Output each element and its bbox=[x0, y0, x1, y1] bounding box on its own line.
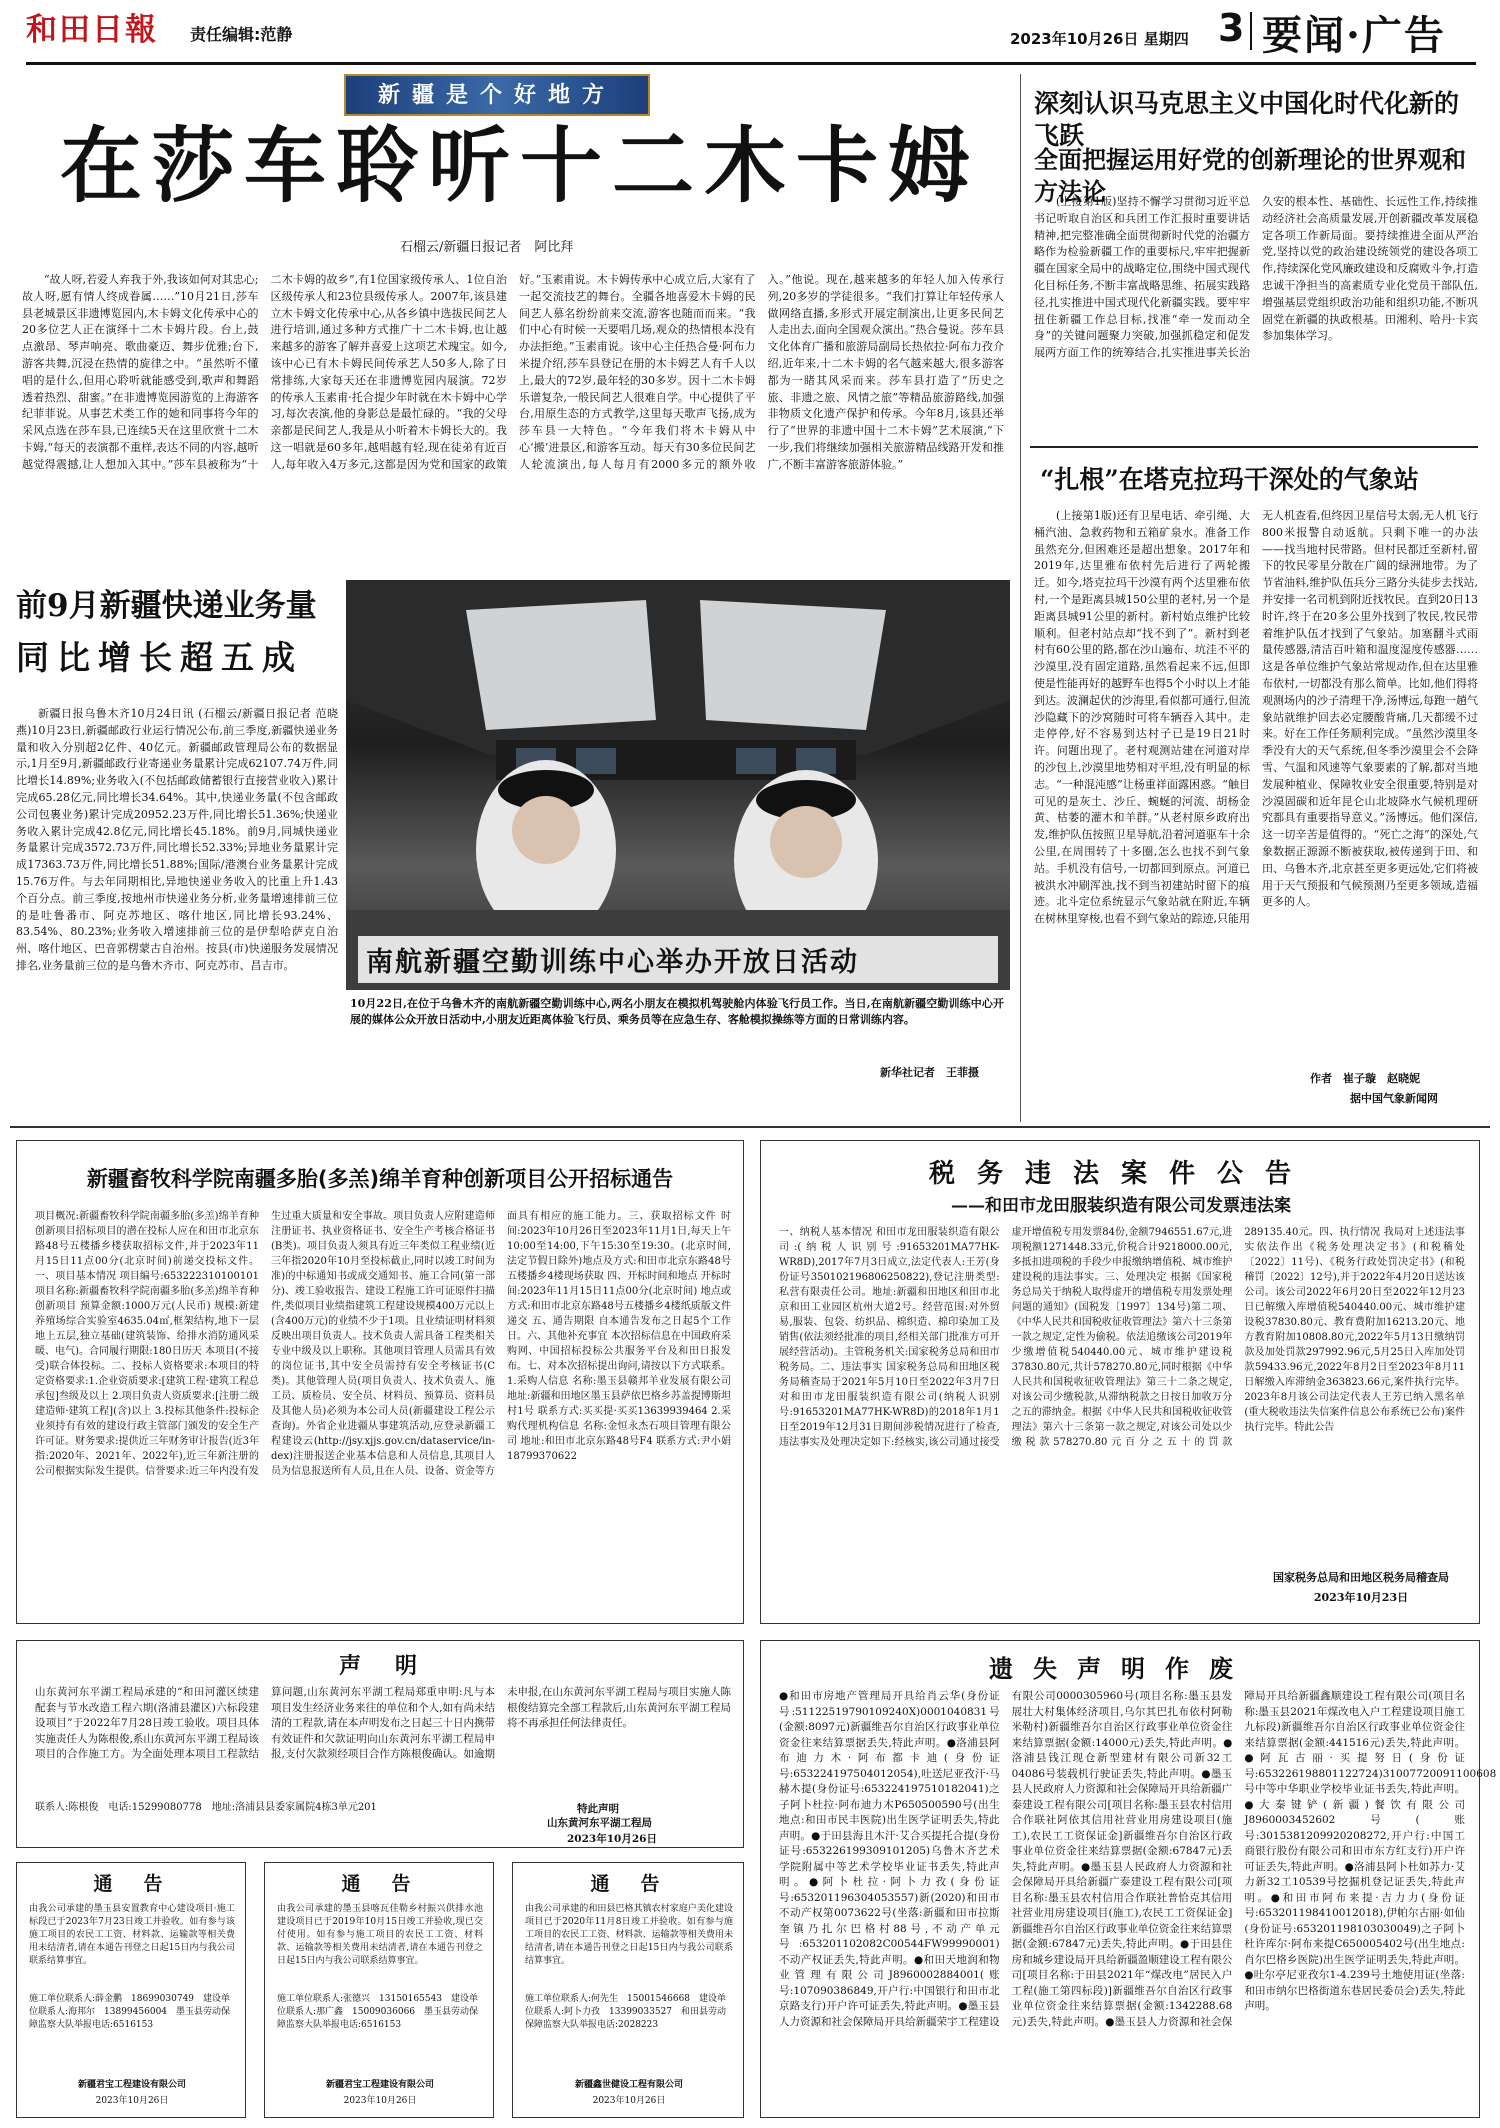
left-headline-line2: 同比增长超五成 bbox=[16, 638, 303, 677]
section-rule-right bbox=[1030, 446, 1478, 448]
cockpit-illustration bbox=[346, 580, 1010, 990]
statement-closing: 特此声明 bbox=[577, 1803, 619, 1815]
masthead-rule bbox=[26, 62, 1476, 65]
column-divider bbox=[1020, 74, 1021, 1122]
tax-subtitle: ——和田市龙田服装织造有限公司发票违法案 bbox=[951, 1196, 1291, 1216]
statement-date: 2023年10月26日 bbox=[567, 1833, 657, 1845]
editor-label: 责任编辑:范静 bbox=[190, 25, 293, 44]
notice-3-signature: 新疆鑫世健设工程有限公司 bbox=[574, 2080, 683, 2090]
notice-2-contacts: 施工单位联系人:张德兴 13150165543 建设单位联系人:那广鑫 15009036066 墨玉县劳动保障监察大队举报电话:6516153 bbox=[277, 1994, 479, 2030]
left-article-body: 新疆日报乌鲁木齐10月24日讯 (石榴云/新疆日报记者 范晓燕)10月23日,新疆邮政行业运行情况公布,前三季度,新疆快递业务量和收入分别超2亿件、40亿元。新疆邮政管理局公布的数据显示,1月至9月,新疆邮政行业寄递业务量累计完成62107.74万件,同比增长14.89%;业务收入(不包括邮政储蓄银行直接营业收入)累计完成65.28亿元,同比增长34.64%。其中,快递业务量(不包含邮政公司包裹业务)累计完成20952.23万件,同比增长51.36%;快递业务收入累计完成42.8亿元,同比增长45.18%。前9月,同城快递业务量累计完成3572.73万件,同比增长52.33%;异地业务量累计完成17363.73万件,同比增长51.88%;国际/港澳台业务量累计完成15.76万件。与去年同期相比,异地快递业务收入的比重上升1.43个百分点。前三季度,按地州市快递业务分析,业务量增速排前三位的是吐鲁番市、阿克苏地区、喀什地区,同比增长93.24%、83.54%、80.23%;业务收入增速排前三位的是伊犁哈萨克自治州、喀什地区、巴音郭楞蒙古自治州。按县(市)快递服务发展情况排名,业务量前三位的是乌鲁木齐市、阿克苏市、昌吉市。 bbox=[16, 707, 339, 972]
right-article-2-body: (上接第1版)还有卫星电话、牵引绳、大桶汽油、急救药物和五箱矿泉水。准备工作虽然充分,但困难还是超出想象。2017年和2019年,达里雅布依村先后进行了两轮搬迁。如今,塔克拉玛干沙漠有两个达里雅布依村,一个是距离县城150公里的老村,另一个是距离县城91公里的新村。新村始点维护比较顺利。但老村站点却“找不到了”。新村到老村有60公里的路,都在沙山遍布、坑洼不平的沙漠里,没有固定道路,虽然看起来不远,但即使是性能再好的越野车也得5个小时以上才能到达。波澜起伏的沙海里,看似都可通行,但流沙隐藏下的沙窝随时可将车辆吞入其中。走走停停,好不容易到达村子已是19日21时许。问题出现了。老村观测站建在河道对岸的沙包上,沙漠里地势相对平坦,没有明显的标志。“一种混沌感”让杨重祥面露困惑。“触目可见的是灰土、沙丘、蜿蜒的河流、胡杨金黄、枯萎的灌木和羊群。”从老村原乡政府出发,维护队伍按照卫星导航,沿着河道驱车十余公里,在周围转了十多圈,怎么也找不到气象站。手机没有信号,一切都回到原点。河道已被洪水冲刷浑浊,找不到当初建站时留下的痕迹。北斗定位系统显示气象站就在附近,车辆在树林里穿梭,也看不到气象站的踪迹,只能用无人机查看,但终因卫星信号太弱,无人机飞行800米报警自动返航。只剩下唯一的办法——找当地村民带路。但村民都迁至新村,留下的牧民零星分散在广阔的绿洲地带。为了节省油料,维护队伍兵分三路分头徒步去找站,并安排一名司机到附近找牧民。直到20日13时许,终于在20多公里外找到了牧民,牧民带着维护队伍才找到了气象站。加塞翻斗式雨量传感器,清洁百叶箱和温度湿度传感器……这是各单位维护气象站常规动作,但在达里雅布依村,一切都没有那么简单。比如,他们得将观测场内的沙子清理干净,汤博远,每跑一趟气象站就维护回去必定腰酸背痛,几天都缓不过来。好在工作任务顺利完成。“虽然沙漠里冬季没有大的天气系统,但冬季沙漠里会不会降雪、气温和风速等气象要素的了解,都对当地发展种植业、保障牧业安全很重要,特别是对沙漠固碳和近年昆仑山北坡降水气候机理研究都具有重要指导意义。”汤博远。他们深信,这一切辛苦是值得的。“死亡之海”的深处,气象数据正源源不断被获取,被传递到于田、和田、乌鲁木齐,北京甚至更多更远处,它们将被用于天气预报和气候预测乃至更多领域,造福更多的人。 bbox=[1034, 509, 1478, 926]
right-article-2-source: 据中国气象新闻网 bbox=[1350, 1092, 1438, 1105]
right-headline-2: “扎根”在塔克拉玛干深处的气象站 bbox=[1040, 465, 1419, 494]
notice-box-3 bbox=[512, 1862, 744, 2118]
notice-2-signature: 新疆君宝工程建设有限公司 bbox=[325, 2080, 434, 2090]
banner bbox=[344, 74, 650, 116]
notice-1-contacts: 施工单位联系人:薛金鹏 18699030749 建设单位联系人:海邦尔 13899456004 墨玉县劳动保障监察大队举报电话:6516153 bbox=[29, 1994, 231, 2030]
tax-notice bbox=[760, 1140, 1480, 1624]
main-byline: 石榴云/新疆日报记者 阿比拜 bbox=[400, 240, 574, 255]
notice-3-body: 由我公司承建的和田县巴格其镇农村家庭户美化建设项目已于2020年11月8日竣工并验收。如有参与施工项目的农民工工资、材料款、运输款等相关费用未结清者,请在本通告刊登之日起15日内与我公司联系结算事宜。 bbox=[525, 1904, 733, 1966]
newspaper-logo: 和田日報 bbox=[26, 12, 158, 48]
page-number-divider bbox=[1250, 12, 1252, 50]
notice-3-date: 2023年10月26日 bbox=[592, 2096, 666, 2106]
banner-text: 新疆是个好地方 bbox=[377, 82, 616, 108]
tender-body: 项目概况:新疆畜牧科学院南疆多胎(多羔)绵羊育种创新项目招标项目的潜在投标人应在和田市北京东路48号五楼播乡楼获取招标文件,并于2023年11月15日11点00分(北京时间)前递交投标文件。一、项目基本情况 项目编号:653222310100101 项目名称:新疆畜牧科学院南疆多胎(多羔)绵羊育种创新项目 预算金额:1000万元(人民币) 规模:新建养殖场综合实验室4635.04㎡,框架结构,地下一层地上五层,独立基础(建筑装饰、给排水消防通风采暖、电气)。合同履行期限:180日历天 本项目(不接受)联合体投标。二、投标人资格要求:本项目的特定资格要求:1.企业资质要求:[建筑工程·建筑工程总承包]叁级及以上 2.项目负责人资质要求:[注册二级建造师·建筑工程](含)以上 3.投标其他条件:投标企业须持有有效的建设行政主管部门颁发的安全生产许可证。财务要求:提供近三年财务审计报告(近3年指:2020年、2021年、2022年),近三年新注册的公司根据实际发生提供。信誉要求:近三年内没有发生过重大质量和安全事故。项目负责人应附建造师注册证书、执业资格证书、安全生产考核合格证书(B类)。项目负责人须具有近三年类似工程业绩(近三年指2020年10月至投标截止,同时以竣工时间为准)的中标通知书或成交通知书、施工合同(第一部分)、竣工验收报告、建设工程施工许可证原件扫描件,类似项目业绩指建筑工程建设规模400万元以上(含400万元)的业绩不少于1项。且业绩证明材料须反映出项目负责人。技术负责人需具备工程类相关专业中级及以上职称。其他项目管理人员需具有效的岗位证书,其中安全员需持有安全考核证书(C类)。其他管理人员(项目负责人、技术负责人、施工员、质检员、安全员、材料员、预算员、资料员及其他人员)必须为本公司人员(新疆建设工程公示查询)。外省企业进疆从事建筑活动,应登录新疆工程建设云(http://jsy.xjjs.gov.cn/dataservice/in-dex)注册报送企业基本信息和人员信息,其项目人员为信息报送所有人员,且在人员、设备、资金等方面具有相应的施工能力。三、获取招标文件 时间:2023年10月26日至2023年11月1日,每天上午10:00至14:00,下午15:30至19:30。(北京时间,法定节假日除外)地点及方式:和田市北京东路48号五楼播乡4楼现场获取 四、开标时间和地点 开标时间:2023年11月15日11点00分(北京时间) 地点或方式:和田市北京东路48号五楼播乡4楼纸质版文件递交 五、通告期限 自本通告发布之日起5个工作日。六、其他补充事宜 本次招标信息在中国政府采购网、中国招标投标公共服务平台及和田日报发布。七、对本次招标提出询问,请按以下方式联系。1.采购人信息 名称:墨玉县赣邦羊业发展有限公司 地址:新疆和田地区墨玉县萨依巴格乡苏盖提博斯坦村1号 联系方式:买买提·买买13639939464 2.采购代理机构信息 名称:金恒永杰石项目管理有限公司 地址:和田市北京东路48号F4 联系方式:尹小娟 18799370622 bbox=[35, 1211, 731, 1477]
statement-title: 声 明 bbox=[338, 1654, 423, 1679]
notice-1-signature: 新疆君宝工程建设有限公司 bbox=[77, 2080, 186, 2090]
notice-box-2 bbox=[264, 1862, 494, 2118]
right-article-2-byline: 作者 崔子璇 赵晓妮 bbox=[1310, 1072, 1420, 1085]
lost-title: 遗失声明作废 bbox=[989, 1655, 1253, 1683]
ads-divider bbox=[10, 1126, 1490, 1128]
notice-2-body: 由我公司承建的墨玉县喀瓦佳勒乡村振兴供排水池建设项目已于2019年10月15日竣工并验收,现已交付使用。如有参与施工项目的农民工工资、材料款、运输款等相关费用未结清者,请在本通告刊登之日起15日内与我公司联系结算事宜。 bbox=[277, 1904, 483, 1966]
tax-signature: 国家税务总局和田地区税务局稽查局 bbox=[1273, 1571, 1449, 1584]
main-headline: 在莎车聆听十二木卡姆 bbox=[60, 118, 981, 214]
statement-body: 山东黄河东平湖工程局承建的“和田河灌区续建配套与节水改造工程六期(洛浦县灌区)六标段建设项目”于2022年7月28日竣工验收。项目具体实施责任人为陈根俊,系山东黄河东平湖工程局该项目的合作施工方。为全面处理本项目工程款结算问题,山东黄河东平湖工程局郑重申明:凡与本项目发生经济业务来往的单位和个人,如有尚未结清的工程款,请在本声明发布之日起三十日内携带有效证件和欠款证明向山东黄河东平湖工程局申报,支付欠款须经项目合作方陈根俊确认。如逾期未申报,在山东黄河东平湖工程局与项目实施人陈根俊结算完全部工程款后,山东黄河东平湖工程局将不再承担任何法律责任。 bbox=[35, 1686, 731, 1760]
right-article-1-body: (上接第1版)坚持不懈学习贯彻习近平总书记听取自治区和兵团工作汇报时重要讲话精神,把完整准确全面贯彻新时代党的治疆方略作为检验新疆工作的重要标尺,牢牢把握新疆在国家全局中的战略定位,围绕中国式现代化目标任务,不断丰富战略思维、拓展实践路径,扎实推进中国式现代化新疆实践。要牢牢扭住新疆工作总目标,找准“牵一发而动全身”的关键问题聚力突破,加强抓稳定和促发展两方面工作的统筹结合,扎实推进事关长治久安的根本性、基础性、长远性工作,持续推动经济社会高质量发展,开创新疆改革发展稳定各项工作新局面。要持续推进全面从严治党,坚持以党的政治建设统领党的建设各项工作,持续深化党风廉政建设和反腐败斗争,打造忠诚干净担当的高素质专业化党员干部队伍,增强基层党组织政治功能和组织功能,不断巩固党在新疆的执政根基。田湘利、哈丹·卡宾参加集体学习。 bbox=[1034, 195, 1478, 360]
issue-date: 2023年10月26日 星期四 bbox=[1010, 30, 1189, 48]
main-article-body: “故人呀,若爱人弃我于外,我该如何对其忠心;故人呀,愿有情人终成眷属……”10月21日,莎车县老城景区非遗博览园内,木卡姆文化传承中心的20多位艺人正在演绎十二木卡姆片段。台上,鼓点激昂、琴声响亮、歌曲豪迈、舞步优雅;台下,游客共舞,沉浸在热情的旋律之中。“虽然听不懂唱的是什么,但用心聆听就能感受到,歌声和舞蹈透着热烈、甜蜜。”在非遗博览园游览的上海游客纪菲菲说。从事艺术类工作的她和同事将今年的采风点选在莎车县,已连续5天在这里欣赏十二木卡姆,“每天的表演都不重样,表达不同的内容,越听越觉得震撼,让人想加入其中。”莎车县被称为“十二木卡姆的故乡”,有1位国家级传承人、1位自治区级传承人和23位县级传承人。2007年,该县建立木卡姆文化传承中心,从各乡镇中选拔民间艺人进行培训,通过多种方式推广十二木卡姆,也让越来越多的游客了解并喜爱上这项艺术瑰宝。如今,该中心已有木卡姆民间传承艺人50多人,除了日常排练,大家每天还在非遗博览园内展演。72岁的传承人玉素甫·托合提少年时就在木卡姆中心学习,每次表演,他的身影总是最忙碌的。“我的父母亲都是民间艺人,我是从小听着木卡姆长大的。我这一唱就是60多年,越唱越有轻,现在徒弟有近百人,每年收入4万多元,这都是因为党和国家的政策好。”玉素甫说。木卡姆传承中心成立后,大家有了一起交流技艺的舞台。全疆各地喜爱木卡姆的民间艺人慕名纷纷前来交流,游客也随而而来。“我们中心有时候一天要唱几场,观众的热情根本没有办法拒绝。”玉素甫说。该中心主任热合曼·阿布力米提介绍,莎车县登记在册的木卡姆艺人有千人以上,最大的72岁,最年轻的30多岁。因十二木卡姆乐谱复杂,一般民间艺人很难自学。中心提供了平台,用原生态的方式教学,这里每天歌声飞扬,成为莎车县一大特色。“今年我们将木卡姆从中心‘搬’进景区,和游客互动。每天有30多位民间艺人轮流演出,每人每月有2000多元的额外收入。”他说。现在,越来越多的年轻人加入传承行列,20多岁的学徒很多。“我们打算让年轻传承人做网络直播,多形式开展定制演出,让更多民间艺人走出去,面向全国观众演出。”热合曼说。莎车县文化体育广播和旅游局副局长热依拉·阿布力孜介绍,近年来,十二木卡姆的名气越来越大,很多游客都为一睹其风采而来。莎车县打造了“历史之旅、非遗之旅、风情之旅”等精品旅游路线,加强非物质文化遗产保护和传承。今年8月,该县还举行了“世界的非遗中国十二木卡姆”艺术展演,“下一步,我们将继续加强相关旅游精品线路开发和推广,不断丰富游客旅游体验。” bbox=[22, 273, 1004, 471]
lost-body: ●和田市房地产管理局开具给肖云华(身份证号:51122519790109240X)0001040831号(金额:8097元)新疆维吾尔自治区行政事业单位资金往来结算票据丢失,特此声明。●洛浦县阿布迪力木·阿布都卡迪(身份证号:653224197504012054),吐送尼亚孜汗·马赫木提(身份证号:653224197510182041)之子阿卜杜拉·阿布迪力木P650500590号(出生地点:和田市民丰医院)出生医学证明丢失,特此声明。●于田县海且木汗·艾合买提托合提(身份证号:653226199309101205)乌鲁木齐艺术学院附属中等艺术学校毕业证书丢失,特此声明。●阿卜杜拉·阿卜力孜(身份证号:653201196304053557)新(2020)和田市不动产权第0073622号(坐落:新疆和田市拉斯奎镇乃扎尔巴格村88号,不动产单元号:653201102082C00544FW99990001)不动产权证丢失,特此声明。●和田天地润和物业管理有限公司J8960002884001(账号:107090386849,开户行:中国银行和田市北京路支行)开户许可证丢失,特此声明。●墨玉县人力资源和社会保障局开具给新疆荣宇工程建设有限公司0000305960号(项目名称:墨玉县发展壮大村集体经济项目,乌尔其巴扎布依村阿勒米勒村)新疆维吾尔自治区行政事业单位资金往来结算票据(金额:14000元)丢失,特此声明。●洛浦县钱江现仓新型建材有限公司新32工04086号装载机行驶证丢失,特此声明。●墨玉县人民政府人力资源和社会保障局开具给新疆广泰建设工程有限公司[项目名称:墨玉县农村信用合作联社阿依其信用社营业用房建设项目(施工),农民工工资保证金]新疆维吾尔自治区行政事业单位资金往来结算票据(金额:67847元)丢失,特此声明。●墨玉县人民政府人力资源和社会保障局开具给新疆广泰建设工程有限公司[项目名称:墨玉县农村信用合作联社普恰克其信用社营业用房建设项目(施工),农民工工资保证金]新疆维吾尔自治区行政事业单位资金往来结算票据(金额:67847元)丢失,特此声明。●于田县住房和城乡建设局开具给新疆盈顺建设工程有限公司[项目名称:于田县2021年“煤改电”居民入户工程(施工第四标段)]新疆维吾尔自治区行政事业单位资金往来结算票据(金额:1342288.68元)丢失,特此声明。●墨玉县人力资源和社会保障局开具给新疆鑫顺建设工程有限公司(项目名称:墨玉县2021年煤改电入户工程建设项目施工九标段)新疆维吾尔自治区行政事业单位资金往来结算票据(金额:441516元)丢失,特此声明。●阿瓦古丽·买提努日(身份证号:653226198801122724)31007720091100608号中等中华职业学校毕业证书丢失,特此声明。●大秦键铲(新疆)餐饮有限公司J8960003452602号(账号:3015381209920208272,开户行:中国工商银行股份有限公司和田市东方红支行)开户许可证丢失,特此声明。●洛浦县阿卜杜如苏力·艾力新32工10539号挖掘机登记证丢失,特此声明。●和田市阿布来提·吉力力(身份证号:653201198410012018),伊帕尔古丽·如仙(身份证号:653201198103030049)之子阿卜杜许库尔·阿布来提C650005402号(出生地点:肖尔巴格乡医院)出生医学证明丢失,特此声明。●吐尔亭尼亚孜尔1-4.239号土地使用证(坐落:和田市纳尔巴格街道东巷居民委员会)丢失,特此声明。 bbox=[779, 1690, 1497, 2028]
notice-2-date: 2023年10月26日 bbox=[343, 2096, 417, 2106]
right-headline-1: 深刻认识马克思主义中国化时代化新的飞跃 bbox=[1034, 89, 1460, 150]
photo-credit: 新华社记者 王菲摄 bbox=[880, 1066, 979, 1079]
statement-contact: 联系人:陈根俊 电话:15299080778 地址:洛浦县县委家属院4栋3单元201 bbox=[35, 1802, 377, 1813]
notice-2-title: 通 告 bbox=[341, 1873, 417, 1895]
photo-cockpit bbox=[346, 580, 1010, 990]
right-headline-1b: 全面把握运用好党的创新理论的世界观和方法论 bbox=[1034, 145, 1466, 206]
notice-1-title: 通 告 bbox=[93, 1873, 169, 1895]
photo-caption: 10月22日,在位于乌鲁木齐的南航新疆空勤训练中心,两名小朋友在模拟机驾驶舱内体验飞行员工作。当日,在南航新疆空勤训练中心开展的媒体公众开放日活动中,小朋友近距离体验飞行员、乘务员等在应急生存、客舱模拟操练等方面的日常训练内容。 bbox=[350, 997, 1004, 1026]
notice-3-title: 通 告 bbox=[590, 1873, 666, 1895]
tax-body: 一、纳税人基本情况 和田市龙田服装织造有限公司:(纳税人识别号:91653201MA77HK-WR8D),2017年7月3日成立,法定代表人:王芳(身份证号350102196806250822),登记注册类型:私营有限责任公司。地址:新疆和田地区和田市北京和田工业园区杭州大道2号。经营范围:对外贸易,服装、包袋、纺织品、棉织造、棉印染加工及销售(依法须经批准的项目,经相关部门批准方可开展经营活动)。主管税务机关:国家税务总局和田市税务局。二、违法事实 国家税务总局和田地区税务局稽查局于2021年5月10日至2022年3月7日对和田市龙田服装织造有限公司(纳税人识别号:91653201MA77HK-WR8D)的2018年1月1日至2019年12月31日期间涉税情况进行了检查,违法事实及处理决定如下:经核实,该公司通过接受虚开增值税专用发票84份,金额7946551.67元,进项税额1271448.33元,价税合计9218000.00元,多抵扣进项税的手段少申报缴纳增值税、城市维护建设税的违法事实。三、处理决定 根据《国家税务总局关于纳税人取得虚开的增值税专用发票处理问题的通知》(国税发〔1997〕134号)第二项、《中华人民共和国税收征收管理法》第六十三条第一款之规定,定性为偷税。依法追缴该公司2019年少缴增值税540440.00元、城市维护建设税37830.80元,共计578270.80元,同时根据《中华人民共和国税收征收管理法》第三十二条之规定,对该公司少缴税款,从滞纳税款之日按日加收万分之五的滞纳金。根据《中华人民共和国税收征收管理法》第六十三条第一款之规定,对该公司处以少缴税款578270.80元百分之五十的罚款289135.40元。四、执行情况 我局对上述违法事实依法作出《税务处理决定书》(和税稽处〔2022〕11号)、《税务行政处罚决定书》(和税稽罚〔2022〕12号),并于2022年4月20日送达该公司。该公司2022年6月20日至2022年12月23日已解缴入库增值税540440.00元、城市维护建设税37830.80元、教育费附加16213.20元、地方教育附加10808.80元,2022年5月13日缴纳罚款及加处罚款297992.96元,5月25日入库加处罚款59433.96元,2022年8月2日至2023年8月11日解缴入库滞纳金363823.66元,案件执行完毕。2023年8月该公司法定代表人王芳已纳入黑名单(重大税收违法失信案件信息公布系统已公布)案件执行完毕。特此公告 bbox=[779, 1227, 1465, 1448]
section-title: 要闻·广告 bbox=[1262, 12, 1446, 59]
statement-notice bbox=[16, 1640, 744, 1848]
notice-3-contacts: 施工单位联系人:何先生 15001546668 建设单位联系人:阿卜力孜 13399033527 和田县劳动保障监察大队举报电话:2028223 bbox=[525, 1994, 727, 2030]
tender-notice bbox=[16, 1140, 744, 1624]
notice-1-body: 由我公司承建的墨玉县安置教育中心建设项目·施工标段已于2023年7月23日竣工并验收。如有参与该施工项目的农民工工资、材料款、运输款等相关费用未结清者,请在本通告刊登之日起15日内与我公司联系结算事宜。 bbox=[29, 1904, 235, 1966]
statement-signature: 山东黄河东平湖工程局 bbox=[547, 1817, 652, 1829]
page-number: 3 bbox=[1218, 6, 1245, 50]
lost-notice bbox=[760, 1640, 1497, 2118]
tender-title: 新疆畜牧科学院南疆多胎(多羔)绵羊育种创新项目公开招标通告 bbox=[86, 1167, 674, 1191]
left-headline-line1: 前9月新疆快递业务量 bbox=[16, 588, 317, 624]
photo-title: 南航新疆空勤训练中心举办开放日活动 bbox=[358, 936, 998, 983]
masthead bbox=[0, 0, 1500, 62]
tax-title: 税务违法案件公告 bbox=[928, 1159, 1313, 1189]
left-headline bbox=[16, 580, 336, 684]
notice-1-date: 2023年10月26日 bbox=[95, 2096, 169, 2106]
notice-box-1 bbox=[16, 1862, 246, 2118]
tax-date: 2023年10月23日 bbox=[1313, 1591, 1409, 1604]
